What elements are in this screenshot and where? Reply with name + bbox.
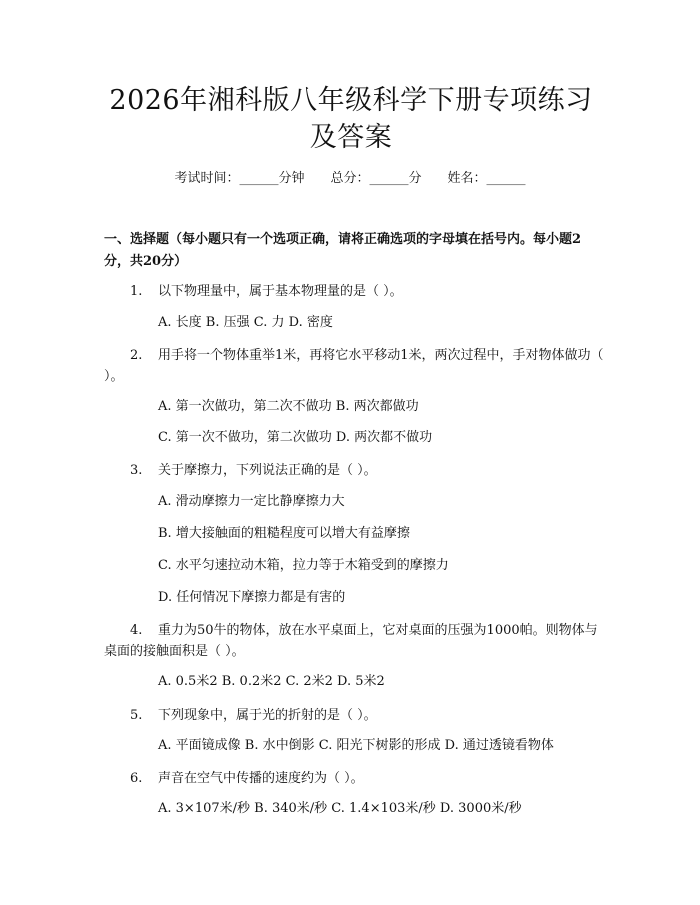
- question-2-options-row-2: C. 第一次不做功，第二次做功 D. 两次都不做功: [158, 430, 433, 445]
- exam-score: 总分：______分: [330, 171, 422, 186]
- question-4: [104, 620, 604, 662]
- question-1-options: A. 长度 B. 压强 C. 力 D. 密度: [158, 315, 333, 330]
- question-3-option-b: B. 增大接触面的粗糙程度可以增大有益摩擦: [158, 526, 410, 541]
- question-3: [104, 460, 604, 481]
- question-text: 以下物理量中，属于基本物理量的是（ ）。: [158, 284, 403, 299]
- question-number: 6.: [130, 771, 143, 786]
- question-text: 声音在空气中传播的速度约为（ ）。: [158, 771, 364, 786]
- page-title: 2026年湘科版八年级科学下册专项练习及答案: [109, 85, 593, 153]
- question-text: 下列现象中，属于光的折射的是（ ）。: [158, 708, 377, 723]
- question-number: 4.: [130, 623, 143, 638]
- question-6: [104, 768, 604, 789]
- question-number: 3.: [130, 463, 143, 478]
- question-2-options-row-1: A. 第一次做功，第二次不做功 B. 两次都做功: [158, 399, 419, 414]
- question-number: 5.: [130, 708, 143, 723]
- question-number: 1.: [130, 284, 143, 299]
- exam-meta: [0, 170, 700, 188]
- question-text: 用手将一个物体重举1米，再将它水平移动1米，两次过程中，手对物体做功（ ）。: [104, 348, 604, 384]
- question-1: [104, 281, 604, 302]
- question-4-options: A. 0.5米2 B. 0.2米2 C. 2米2 D. 5米2: [158, 674, 385, 689]
- question-6-options: A. 3×107米/秒 B. 340米/秒 C. 1.4×103米/秒 D. 3000米/秒: [158, 801, 522, 816]
- question-5-options: A. 平面镜成像 B. 水中倒影 C. 阳光下树影的形成 D. 通过透镜看物体: [158, 738, 554, 753]
- question-text: 重力为50牛的物体，放在水平桌面上，它对桌面的压强为1000帕。则物体与桌面的接触面积是（ ）。: [104, 623, 598, 659]
- question-3-option-d: D. 任何情况下摩擦力都是有害的: [158, 590, 346, 605]
- exam-time: 考试时间：______分钟: [174, 171, 305, 186]
- question-text: 关于摩擦力，下列说法正确的是（ ）。: [158, 463, 377, 478]
- question-2: [104, 345, 604, 387]
- exam-name: 姓名：______: [447, 171, 526, 186]
- question-5: [104, 705, 604, 726]
- question-number: 2.: [130, 348, 143, 363]
- section-heading: 一、选择题（每小题只有一个选项正确，请将正确选项的字母填在括号内。每小题2分，共20分）: [104, 232, 582, 269]
- question-3-option-c: C. 水平匀速拉动木箱，拉力等于木箱受到的摩擦力: [158, 558, 449, 573]
- question-3-option-a: A. 滑动摩擦力一定比静摩擦力大: [158, 494, 345, 509]
